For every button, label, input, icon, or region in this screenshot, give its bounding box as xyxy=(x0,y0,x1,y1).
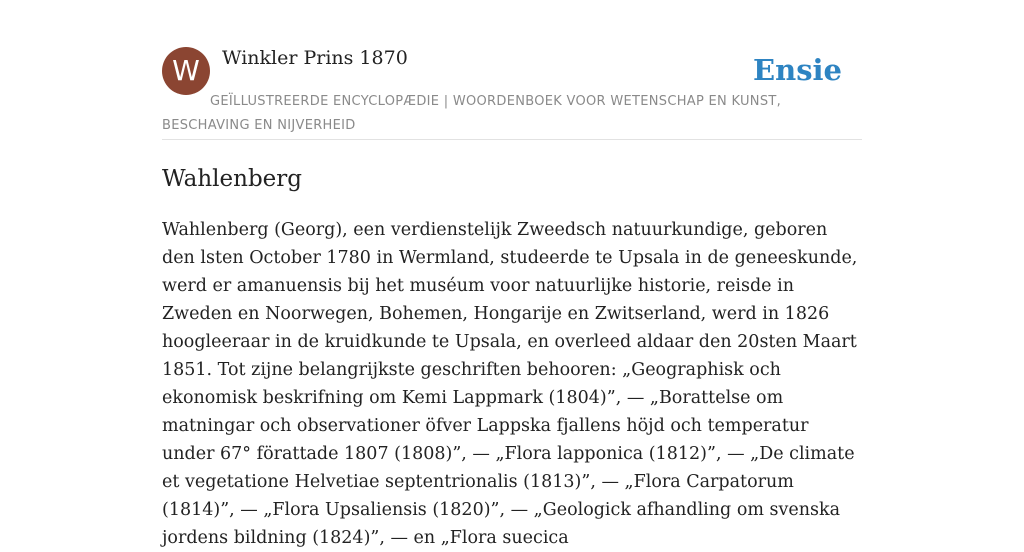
header-divider xyxy=(162,139,862,140)
article-title: Wahlenberg xyxy=(162,166,302,192)
source-subtitle: GEÏLLUSTREERDE ENCYCLOPÆDIE | WOORDENBOEK VOOR WETENSCHAP EN KUNST, BESCHAVING EN NIJVERHEID xyxy=(162,94,782,133)
article-body: Wahlenberg (Georg), een verdienstelijk Zweedsch natuurkundige, geboren den lsten October 1780 in Wermland, studeerde te Upsala in de geneeskunde, werd er amanuensis bij het muséum voor natuurlijke historie, reisde in Zweden en Noorwegen, Bohemen, Hongarije en Zwitserland, werd in 1826 hoogleeraar in de kruidkunde te Upsala, en overleed aldaar den 20sten Maart 1851. Tot zijne belangrijkste geschriften behooren: „Geographisk och ekonomisk beskrifning om Kemi Lappmark (1804)”, — „Borattelse om matningar och observationer öfver Lappska fjallens höjd och temperatur under 67° förattade 1807 (1808)”, — „Flora lapponica (1812)”, — „De climate et vegetatione Helvetiae septentrionalis (1813)”, — „Flora Carpatorum (1814)”, — „Flora Upsaliensis (1820)”, — „Geologick afhandling om svenska jordens bildning (1824)”, — en „Flora suecica xyxy=(162,220,858,548)
source-title[interactable]: Winkler Prins 1870 xyxy=(222,47,408,69)
brand-logo[interactable]: Ensie xyxy=(753,53,842,87)
avatar[interactable]: W xyxy=(162,47,210,95)
